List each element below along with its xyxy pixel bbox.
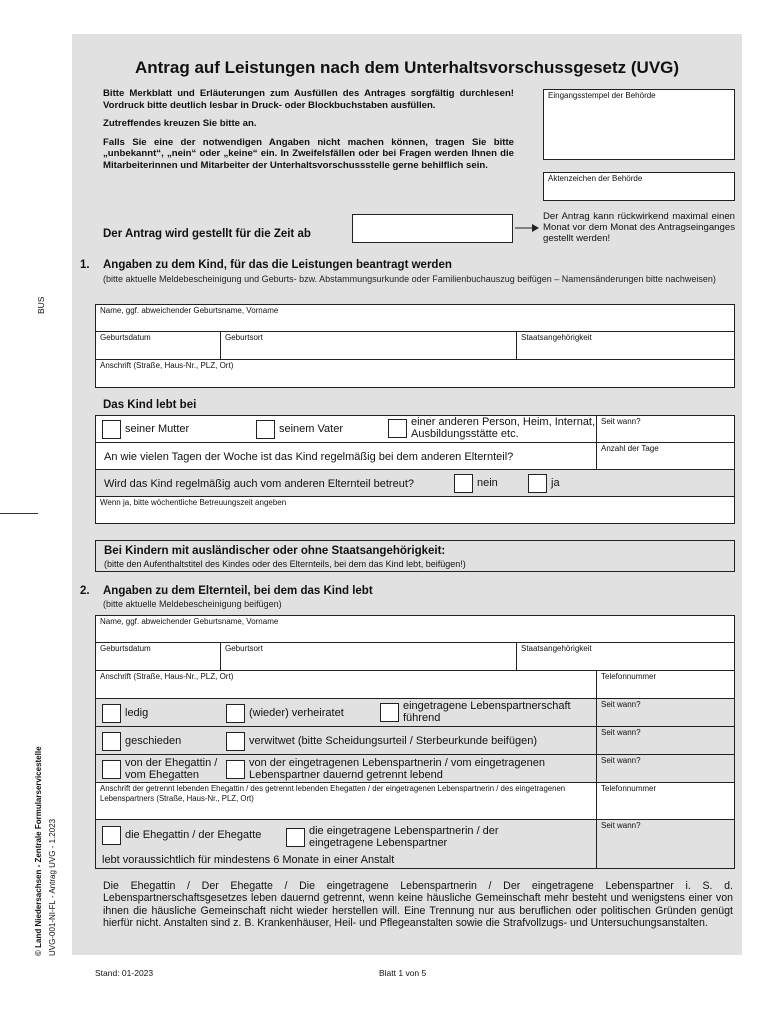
period-label: Der Antrag wird gestellt für die Zeit ab: [103, 228, 311, 240]
child-name-label: Name, ggf. abweichender Geburtsname, Vorname: [100, 306, 279, 315]
marital-row-1: [95, 698, 735, 727]
institution-row: [95, 819, 735, 869]
parent-nationality-label: Staatsangehörigkeit: [521, 644, 592, 653]
child-nationality-label: Staatsangehörigkeit: [521, 333, 592, 342]
lives-with-row: [95, 415, 735, 443]
section2-number: 2.: [80, 585, 90, 597]
parent-address-label: Anschrift (Straße, Haus-Nr., PLZ, Ort): [100, 672, 234, 681]
institution-text: lebt voraussichtlich für mindestens 6 Monate in einer Anstalt: [102, 854, 395, 866]
separated-since-field[interactable]: [596, 755, 641, 782]
option-married[interactable]: [226, 704, 344, 723]
option-separated-spouse[interactable]: [102, 758, 230, 781]
since-label: Seit wann?: [601, 700, 641, 709]
institution-since-field[interactable]: [596, 820, 641, 868]
margin-bus: BUS: [36, 296, 46, 314]
option-label: seinem Vater: [279, 422, 343, 435]
option-label: ledig: [125, 706, 149, 719]
period-note: Der Antrag kann rückwirkend maximal einen Monat vor dem Monat des Antragseinganges gestellt werden!: [543, 211, 735, 245]
option-label: seiner Mutter: [125, 422, 190, 435]
option-widowed[interactable]: [226, 732, 537, 751]
option-label: nein: [477, 476, 498, 489]
option-partnership[interactable]: [380, 701, 594, 724]
margin-formcode: UVG-001-NI-FL - Antrag UVG - 1.2023: [48, 818, 57, 956]
margin-publisher: © Land Niedersachsen - Zentrale Formularservicestelle: [34, 746, 43, 956]
option-label: einer anderen Person, Heim, Internat, Ausbildungsstätte etc.: [411, 416, 596, 440]
care-question-row: [95, 469, 735, 497]
partnership-checkbox[interactable]: [380, 703, 399, 722]
option-mother[interactable]: [102, 420, 189, 439]
divorced-checkbox[interactable]: [102, 732, 121, 751]
foreign-box: [95, 540, 735, 572]
intro-paragraph: Bitte Merkblatt und Erläuterungen zum Ausfüllen des Antrages sorgfältig durchlesen! Vordruck bitte deutlich lesbar in Druck- oder Blockbuchstaben ausfüllen.: [103, 88, 514, 111]
parent-name-label: Name, ggf. abweichender Geburtsname, Vorname: [100, 617, 279, 626]
care-time-label: Wenn ja, bitte wöchentliche Betreuungszeit angeben: [100, 498, 287, 507]
since-label: Seit wann?: [601, 821, 641, 830]
file-ref-field[interactable]: [543, 172, 735, 201]
parent-pob-field[interactable]: [220, 643, 263, 670]
days-label: Anzahl der Tage: [601, 444, 659, 453]
institution-partner-checkbox[interactable]: [286, 828, 305, 847]
option-divorced[interactable]: [102, 732, 181, 751]
section1-note: (bitte aktuelle Meldebescheinigung und Geburts- bzw. Abstammungsurkunde oder Familienbuchauszug beifügen – Namensänderungen bitte nachweisen): [103, 274, 716, 284]
footer-page: Blatt 1 von 5: [379, 968, 427, 978]
option-single[interactable]: [102, 704, 148, 723]
separated-address-label: Anschrift der getrennt lebenden Ehegattin / des getrennt lebenden Ehegatten / der eingetragenen Lebenspartnerin / des eingetragenen Lebenspartners (Straße, Haus-Nr., PLZ, Ort): [100, 784, 566, 803]
parent-name-field[interactable]: [95, 615, 735, 643]
foreign-heading: Bei Kindern mit ausländischer oder ohne Staatsangehörigkeit:: [104, 545, 446, 557]
option-label: (wieder) verheiratet: [249, 706, 344, 719]
days-field[interactable]: [596, 443, 659, 469]
option-label: von der Ehegattin / vom Ehegatten: [125, 757, 218, 781]
section1-number: 1.: [80, 259, 90, 271]
since-label: Seit wann?: [601, 728, 641, 737]
since-label: Seit wann?: [601, 417, 641, 426]
intro-paragraph: Falls Sie eine der notwendigen Angaben nicht machen können, tragen Sie bitte „unbekannt“, „nein“ oder „keine“ ein. In Zweifelsfällen oder bei Fragen werden Ihnen die Mitarbeiterinnen und Mitarbeiter der Unterhaltsvorschussstelle gerne behilflich sein.: [103, 136, 514, 171]
yes-checkbox[interactable]: [528, 474, 547, 493]
option-other[interactable]: [388, 417, 598, 440]
married-since-field[interactable]: [596, 699, 641, 726]
married-checkbox[interactable]: [226, 704, 245, 723]
section1-heading: Angaben zu dem Kind, für das die Leistungen beantragt werden: [103, 259, 452, 271]
option-no[interactable]: [454, 474, 498, 493]
file-ref-label: Aktenzeichen der Behörde: [548, 174, 643, 183]
footer-stand: Stand: 01-2023: [95, 968, 154, 978]
section2-note: (bitte aktuelle Meldebescheinigung beifügen): [103, 599, 282, 609]
phone-label: Telefonnummer: [601, 784, 657, 793]
period-start-input[interactable]: [352, 214, 513, 243]
marital-row-2: [95, 726, 735, 755]
days-row: [95, 442, 735, 470]
mother-checkbox[interactable]: [102, 420, 121, 439]
option-label: die Ehegattin / der Ehegatte: [125, 828, 262, 841]
intro-paragraph: Zutreffendes kreuzen Sie bitte an.: [103, 118, 257, 130]
stamp-box: [543, 89, 735, 160]
page-title: Antrag auf Leistungen nach dem Unterhaltsvorschussgesetz (UVG): [134, 58, 680, 77]
intro-text: [103, 88, 514, 179]
option-label: verwitwet (bitte Scheidungsurteil / Sterbeurkunde beifügen): [249, 734, 537, 747]
care-question: Wird das Kind regelmäßig auch vom anderen Elternteil betreut?: [104, 478, 414, 490]
child-address-label: Anschrift (Straße, Haus-Nr., PLZ, Ort): [100, 361, 234, 370]
foreign-note: (bitte den Aufenthaltstitel des Kindes oder des Elternteils, bei dem das Kind lebt, beifügen!): [104, 559, 466, 569]
single-checkbox[interactable]: [102, 704, 121, 723]
option-separated-partner[interactable]: [226, 758, 566, 781]
parent-phone-field[interactable]: [596, 671, 657, 698]
child-name-field[interactable]: [95, 304, 735, 332]
child-birth-row: [95, 331, 735, 360]
option-label: die eingetragene Lebenspartnerin / der eingetragene Lebenspartner: [309, 825, 499, 849]
arrow-right-icon: [514, 222, 540, 234]
widowed-checkbox[interactable]: [226, 732, 245, 751]
fold-mark: [0, 513, 38, 514]
parent-pob-label: Geburtsort: [225, 644, 263, 653]
option-label: ja: [551, 476, 560, 489]
explanation-text: Die Ehegattin / Der Ehegatte / Die eingetragene Lebenspartnerin / Der eingetragene Lebenspartner i. S. d. Lebenspartnerschaftsgesetzes leben dauernd getrennt, wenn keine häusliche Gemeinschaft mehr besteht und wenigstens einer von ihnen die häusliche Gemeinschaft nicht wieder herstellen will. Eine Trennung nur aus beruflichen oder politischen Gründen genügt hierfür nicht. Anstalten sind z. B. Krankenhäuser, Heil- und Pflegeanstalten sowie die Strafvollzugs- und Untersuchungsanstalten.: [103, 880, 733, 930]
parent-address-row: [95, 670, 735, 699]
option-father[interactable]: [256, 420, 343, 439]
child-address-field[interactable]: [95, 359, 735, 388]
option-yes[interactable]: [528, 474, 560, 493]
since-label: Seit wann?: [601, 756, 641, 765]
marital-row-3: [95, 754, 735, 783]
lives-with-heading: Das Kind lebt bei: [103, 399, 197, 411]
father-checkbox[interactable]: [256, 420, 275, 439]
care-time-field[interactable]: [95, 496, 735, 524]
option-label: von der eingetragenen Lebenspartnerin / vom eingetragenen Lebenspartner dauernd getrennt lebend: [249, 757, 545, 781]
other-checkbox[interactable]: [388, 419, 407, 438]
option-label: geschieden: [125, 734, 182, 747]
parent-dob-label: Geburtsdatum: [100, 644, 151, 653]
section2-heading: Angaben zu dem Elternteil, bei dem das Kind lebt: [103, 585, 373, 597]
parent-nationality-field[interactable]: [516, 643, 592, 670]
child-pob-label: Geburtsort: [225, 333, 263, 342]
separated-spouse-checkbox[interactable]: [102, 760, 121, 779]
lives-since-field[interactable]: [596, 416, 641, 442]
phone-label: Telefonnummer: [601, 672, 657, 681]
institution-spouse-checkbox[interactable]: [102, 826, 121, 845]
separated-partner-checkbox[interactable]: [226, 760, 245, 779]
no-checkbox[interactable]: [454, 474, 473, 493]
separated-phone-field[interactable]: [596, 783, 657, 819]
divorced-since-field[interactable]: [596, 727, 641, 754]
stamp-label: Eingangsstempel der Behörde: [548, 91, 656, 100]
option-institution-partner[interactable]: [286, 826, 501, 849]
child-dob-label: Geburtsdatum: [100, 333, 151, 342]
child-pob-field[interactable]: [220, 332, 263, 359]
option-label: eingetragene Lebenspartnerschaft führend: [403, 700, 571, 724]
child-nationality-field[interactable]: [516, 332, 592, 359]
option-institution-spouse[interactable]: [102, 826, 261, 845]
parent-birth-row: [95, 642, 735, 671]
separated-address-row: [95, 782, 735, 820]
days-question: An wie vielen Tagen der Woche ist das Kind regelmäßig bei dem anderen Elternteil?: [104, 451, 514, 463]
